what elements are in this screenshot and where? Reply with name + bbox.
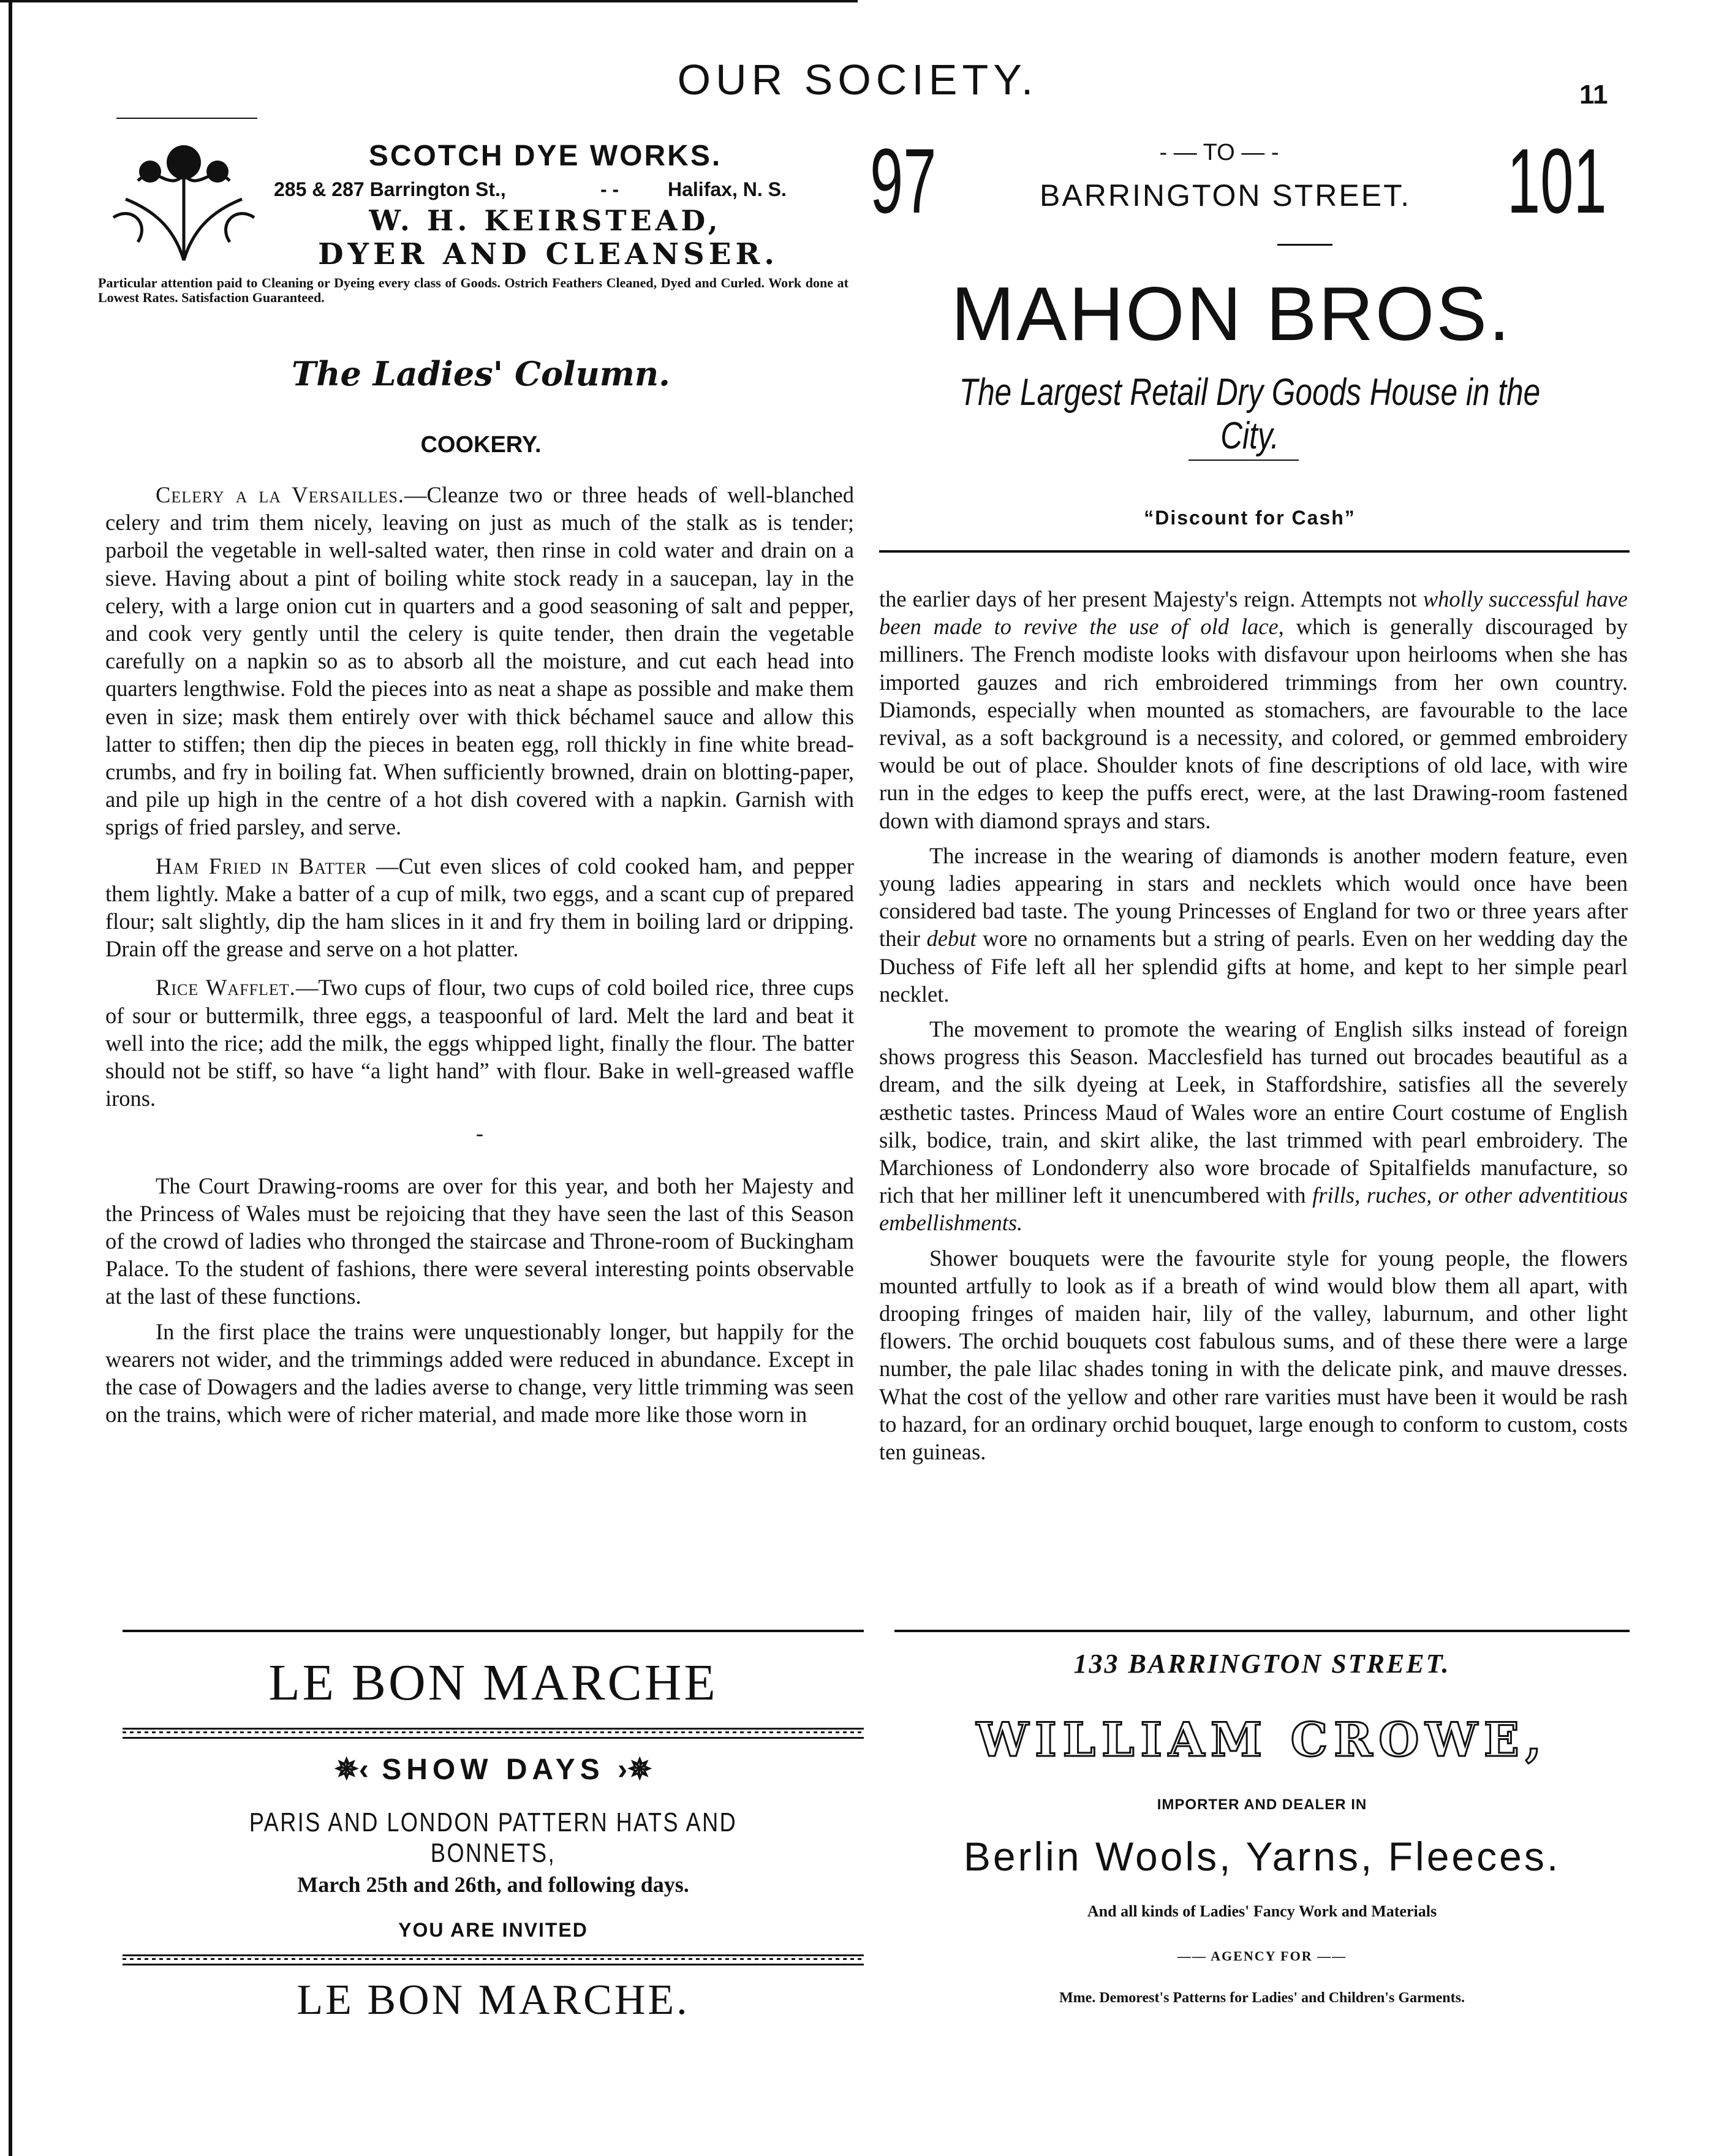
recipe-text: —Cleanze two or three heads of well-blanched celery and trim them nicely, leaving on just as much of the stalk as is tender; parboil the vegetable in well-salted water, then rinse in cold water and drain on a sieve. Having about a pint of boiling white stock ready in a saucepan, lay in the celery, with a large onion cut in quarters and a good seasoning of salt and pepper, and cook very gently until the celery is quite tender, then drain the vegetable carefully on a napkin so as to absorb all the moisture, and cut each head into quarters lengthwise. Fold the pieces into as neat a shape as possible and make them even in size; mask them entirely over with thick béchamel sauce and allow this latter to stiffen; then dip the pieces in beaten egg, roll thickly in fine white bread-crumbs, and fry in boiling fat. When sufficiently browned, drain on blotting-paper, and pile up high in the centre of a hot dish covered with a napkin. Garnish with sprigs of fried parsley, and serve.	[105, 482, 854, 840]
crowe-name: WILLIAM CROWE,	[976, 1712, 1548, 1767]
bon-marche-dates: March 25th and 26th, and following days.	[297, 1872, 689, 1897]
lace-paragraph	[879, 585, 1628, 834]
recipe-title: Ham Fried in Batter	[156, 853, 368, 879]
mahon-name: MAHON BROS.	[951, 272, 1512, 357]
italic-run: debut	[926, 926, 977, 951]
scotch-dye-ad	[98, 138, 852, 322]
italic-run: wholly successful have been made to revive the use of old lace,	[879, 586, 1628, 640]
bouquets-paragraph: Shower bouquets were the favourite style for young people, the flowers mounted artfully to look as if a breath of wind would blow them all apart, with drooping fringes of maiden hair, lily of the valley, laburnum, and other light flowers. The orchid bouquets cost fabulous sums, and of these there were a large number, the pale lilac shades toning in with the delicate pink, and mauve dresses. What the cost of the yellow and other rare varities must have been it would be rash to hazard, for an ordinary orchid bouquet, large enough to conform to custom, costs ten guineas.	[879, 1245, 1628, 1465]
page-title: OUR SOCIETY.	[677, 56, 1038, 104]
mahon-number-right: 101	[1507, 129, 1607, 232]
recipe-title: Rice Wafflet.	[156, 975, 296, 1000]
show-days-label: SHOW DAYS	[382, 1753, 605, 1786]
left-column-body	[105, 481, 854, 1436]
left-ad-top-rule	[123, 1630, 864, 1632]
scotch-dye-trade: DYER AND CLEANSER.	[317, 237, 779, 271]
top-edge-line	[0, 0, 858, 2]
ornament-right-icon: ›✵	[618, 1753, 652, 1786]
le-bon-marche-ad	[123, 1636, 864, 2034]
right-ad-top-rule	[894, 1630, 1630, 1632]
italic-run: frills, ruches, or other adventitious embellishments.	[879, 1182, 1628, 1236]
diamonds-paragraph	[879, 842, 1628, 1008]
scotch-dye-city: Halifax, N. S.	[668, 178, 787, 200]
mahon-to-label: - — TO — -	[1159, 140, 1279, 165]
mahon-bros-ad	[870, 129, 1630, 558]
text-run: The increase in the wearing of diamonds is another modern feature, even young ladies appearing in stars and necklets which would once have been considered bad taste. The young Princesses of England for two or three years after their	[879, 842, 1628, 951]
court-paragraph: In the first place the trains were unquestionably longer, but happily for the wearers not wider, and the trimmings added were reduced in abundance. Except in the case of Dowagers and the ladies averse to change, very little trimming was seen on the trains, which were of richer material, and made more like those worn in	[105, 1318, 854, 1428]
bon-marche-double-rule	[123, 1954, 864, 1965]
silks-paragraph	[879, 1015, 1628, 1237]
mahon-mid-rule	[1188, 460, 1299, 461]
mahon-tagline: The Largest Retail Dry Goods House in the City.	[959, 371, 1541, 457]
bon-marche-double-rule	[123, 1728, 864, 1739]
recipe-ham	[105, 852, 854, 963]
crowe-goods: Berlin Wools, Yarns, Fleeces.	[963, 1834, 1561, 1879]
mahon-short-rule	[1277, 244, 1332, 246]
scotch-dye-address: 285 & 287 Barrington St.,	[274, 178, 506, 200]
scotch-dye-dashes: - -	[600, 178, 619, 200]
recipe-text: —Two cups of flour, two cups of cold boiled rice, three cups of sour or buttermilk, three eggs, a teaspoonful of lard. Melt the lard and beat it well into the rice; add the milk, the eggs whipped light, finally the flour. The batter should not be stiff, so have “a light hand” with flour. Bake in well-greased waffle irons.	[105, 975, 854, 1111]
crowe-address: 133 BARRINGTON STREET.	[1073, 1649, 1451, 1679]
page-number: 11	[1579, 80, 1608, 110]
bon-marche-hats-line: PARIS AND LONDON PATTERN HATS AND BONNETS,	[249, 1807, 738, 1868]
header-rule-left	[116, 118, 257, 119]
crowe-role: IMPORTER AND DEALER IN	[1157, 1796, 1367, 1813]
scotch-dye-fine-print: Particular attention paid to Cleaning or Dyeing every class of Goods. Ostrich Feathers Cleaned, Dyed and Curled. Work done at Lowest Rates. Satisfaction Guaranteed.	[98, 275, 848, 305]
scotch-dye-owner: W. H. KEIRSTEAD,	[369, 204, 722, 237]
thistle-emblem-icon	[101, 138, 266, 267]
scotch-dye-name: SCOTCH DYE WORKS.	[368, 140, 722, 172]
show-days-line	[123, 1752, 864, 1787]
text-run: wore no ornaments but a string of pearls. Even on her wedding day the Duchess of Fife left all her splendid gifts at home, and kept to her simple pearl necklet.	[879, 926, 1628, 1007]
right-column-body	[879, 585, 1628, 1473]
recipe-celery	[105, 481, 854, 841]
recipe-rice	[105, 974, 854, 1112]
recipe-title: Celery a la Versailles.	[156, 482, 404, 507]
crowe-patterns: Mme. Demorest's Patterns for Ladies' and Children's Garments.	[1059, 1990, 1465, 2006]
crowe-agency: —— AGENCY FOR ——	[1177, 1948, 1347, 1964]
cookery-heading: COOKERY.	[420, 432, 542, 458]
bon-marche-name-bottom: LE BON MARCHE.	[297, 1976, 690, 2024]
ladies-column-heading: The Ladies' Column.	[292, 354, 670, 393]
court-paragraph: The Court Drawing-rooms are over for this year, and both her Majesty and the Princess of Wales must be rejoicing that they have seen the last of this Season of the crowd of ladies who thronged the staircase and Throne-room of Buckingham Palace. To the student of fashions, there were several interesting points observable at the last of these functions.	[105, 1173, 854, 1309]
recipe-text: —Cut even slices of cold cooked ham, and pepper them lightly. Make a batter of a cup of milk, two eggs, and a scant cup of prepared flour; salt slightly, dip the ham slices in it and fry them in boiling lard or dripping. Drain off the grease and serve on a hot platter.	[105, 853, 854, 962]
section-separator: -	[475, 1121, 484, 1146]
bon-marche-invite: YOU ARE INVITED	[398, 1919, 588, 1941]
mahon-street: BARRINGTON STREET.	[1040, 178, 1411, 213]
william-crowe-ad	[894, 1636, 1630, 2034]
left-edge-line	[9, 0, 12, 2156]
text-run: the earlier days of her present Majesty's reign. Attempts not	[879, 586, 1423, 611]
crowe-fancy-work: And all kinds of Ladies' Fancy Work and Materials	[1087, 1902, 1437, 1920]
bon-marche-name-top: LE BON MARCHE	[268, 1654, 718, 1711]
right-column-top-rule	[879, 550, 1630, 553]
ornament-left-icon: ✵‹	[334, 1753, 369, 1786]
mahon-number-left: 97	[870, 129, 937, 232]
mahon-slogan: “Discount for Cash”	[1144, 507, 1356, 529]
text-run: The movement to promote the wearing of English silks instead of foreign shows progress this Season. Macclesfield has turned out brocades beautiful as a dream, and the silk dyeing at Leek, in Staffordshire, satisfies all the severely æsthetic tastes. Princess Maud of Wales wore an entire Court costume of English silk, bodice, train, and skirt alike, the last trimmed with pearl embroidery. The Marchioness of Londonderry also wore brocade of Spitalfields manufacture, so rich that her milliner left it unencumbered with	[879, 1016, 1628, 1208]
text-run: which is generally discouraged by milliners. The French modiste looks with disfavour upon heirlooms when she has imported gauzes and rich embroidered trimmings from her own country. Diamonds, especially when mounted as stomachers, are favourable to the lace revival, as a soft background is a necessity, and colored, or gemmed embroidery would be out of place. Shoulder knots of fine descriptions of old lace, with wire run in the edges to keep the puffs erect, were, at the last Drawing-room fastened down with diamond sprays and stars.	[879, 614, 1628, 833]
